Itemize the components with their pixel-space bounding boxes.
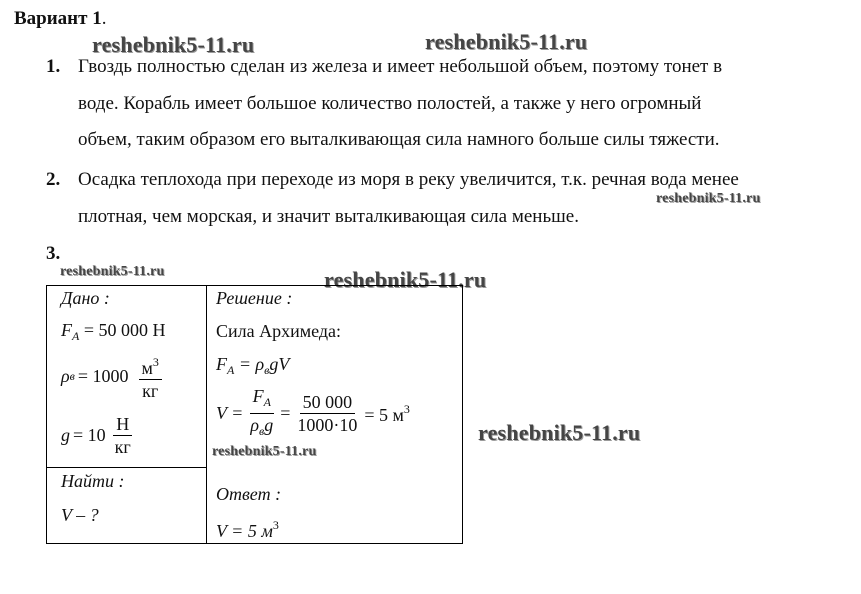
solution-label: Решение : xyxy=(216,288,293,308)
given-force: $F_A = 50$ 000 Н xyxy=(61,320,166,343)
watermark-3: reshebnik5-11.ru xyxy=(656,191,761,206)
watermark-5: reshebnik5-11.ru xyxy=(324,267,487,292)
archimedes-formula: $F_A = \rho_вgV$ xyxy=(216,354,290,377)
watermark-6: reshebnik5-11.ru xyxy=(478,420,641,445)
item-1-line-3: объем, таким образом его выталкивающая сила намного больше силы тяжести. xyxy=(78,129,720,150)
variant-label: Вариант 1 xyxy=(14,8,102,29)
item-1-number: 1. xyxy=(46,56,61,77)
item-2-number: 2. xyxy=(46,169,61,190)
watermark-7: reshebnik5-11.ru xyxy=(212,444,317,459)
answer-value: V = 5 $м^3$ xyxy=(216,518,279,541)
table-divider-horizontal xyxy=(46,467,207,468)
given-density: ρ в = 1000 $\frac{м^3}{кг}$ xyxy=(61,352,166,401)
find-label: Найти : xyxy=(61,471,125,491)
watermark-1: reshebnik5-11.ru xyxy=(92,32,255,57)
watermark-2: reshebnik5-11.ru xyxy=(425,29,588,54)
item-1-line-2: воде. Корабль имеет большое количество полостей, а также у него огромный xyxy=(78,93,702,114)
answer-label: Ответ : xyxy=(216,484,282,504)
table-divider-vertical xyxy=(206,285,207,544)
item-2-line-2: плотная, чем морская, и значит выталкивающая сила меньше. xyxy=(78,206,579,227)
given-gravity: g = 10 $\frac{Н}{кг}$ xyxy=(61,414,131,457)
item-3-number: 3. xyxy=(46,243,61,264)
solution-title: Сила Архимеда: xyxy=(216,321,342,341)
page-title xyxy=(14,8,106,30)
watermark-4: reshebnik5-11.ru xyxy=(60,264,165,279)
item-1-line-1: Гвоздь полностью сделан из железа и имеет небольшой объем, поэтому тонет в xyxy=(78,56,723,77)
variant-dot: . xyxy=(101,8,107,29)
item-2-line-1: Осадка теплохода при переходе из моря в реку увеличится, т.к. речная вода менее xyxy=(78,169,739,190)
find-value: V – ? xyxy=(61,505,99,525)
volume-formula: V = $\frac{F_A}{\rho_вg}$ = $\frac{50 000}{1000\cdot 10}$ = 5 $м^3$ xyxy=(216,386,410,438)
given-label: Дано : xyxy=(61,288,110,308)
